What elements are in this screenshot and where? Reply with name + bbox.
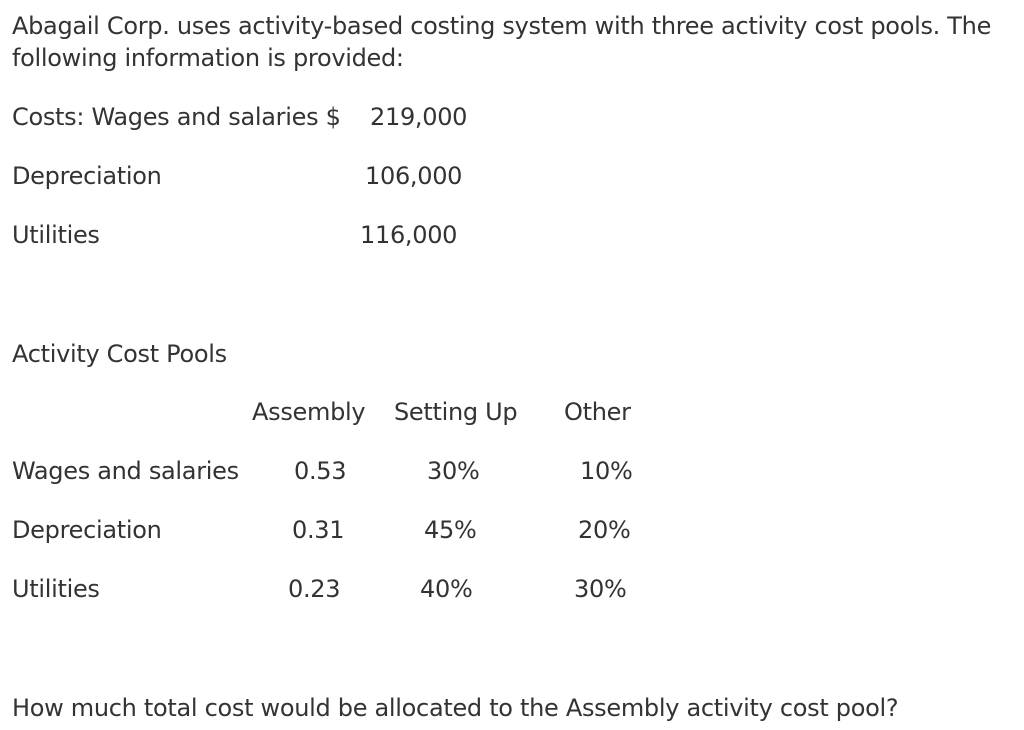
pools-row-wages-label: Wages and salaries (12, 457, 239, 485)
pools-row-utilities-assembly: 0.23 (288, 575, 341, 603)
pools-title: Activity Cost Pools (12, 340, 227, 368)
question-text: How much total cost would be allocated to the Assembly activity cost pool? (12, 694, 899, 722)
costs-depreciation-value: 106,000 (365, 162, 463, 190)
pools-column-setting-up: Setting Up (394, 398, 518, 426)
problem-intro: Abagail Corp. uses activity-based costing system with three activity cost pools. The following information is provided: (12, 12, 992, 72)
pools-row-depreciation-assembly: 0.31 (292, 516, 345, 544)
pools-row-utilities-label: Utilities (12, 575, 100, 603)
pools-row-depreciation-label: Depreciation (12, 516, 162, 544)
costs-wages-label: Costs: Wages and salaries $ (12, 103, 341, 131)
costs-depreciation-label: Depreciation (12, 162, 162, 190)
pools-column-other: Other (564, 398, 631, 426)
pools-row-wages-setting-up: 30% (427, 457, 480, 485)
pools-row-depreciation-setting-up: 45% (424, 516, 477, 544)
costs-utilities-label: Utilities (12, 221, 100, 249)
costs-wages-value: 219,000 (370, 103, 468, 131)
pools-row-wages-other: 10% (580, 457, 633, 485)
pools-row-utilities-setting-up: 40% (420, 575, 473, 603)
pools-row-depreciation-other: 20% (578, 516, 631, 544)
costs-utilities-value: 116,000 (360, 221, 458, 249)
pools-column-assembly: Assembly (252, 398, 366, 426)
pools-row-utilities-other: 30% (574, 575, 627, 603)
pools-row-wages-assembly: 0.53 (294, 457, 347, 485)
